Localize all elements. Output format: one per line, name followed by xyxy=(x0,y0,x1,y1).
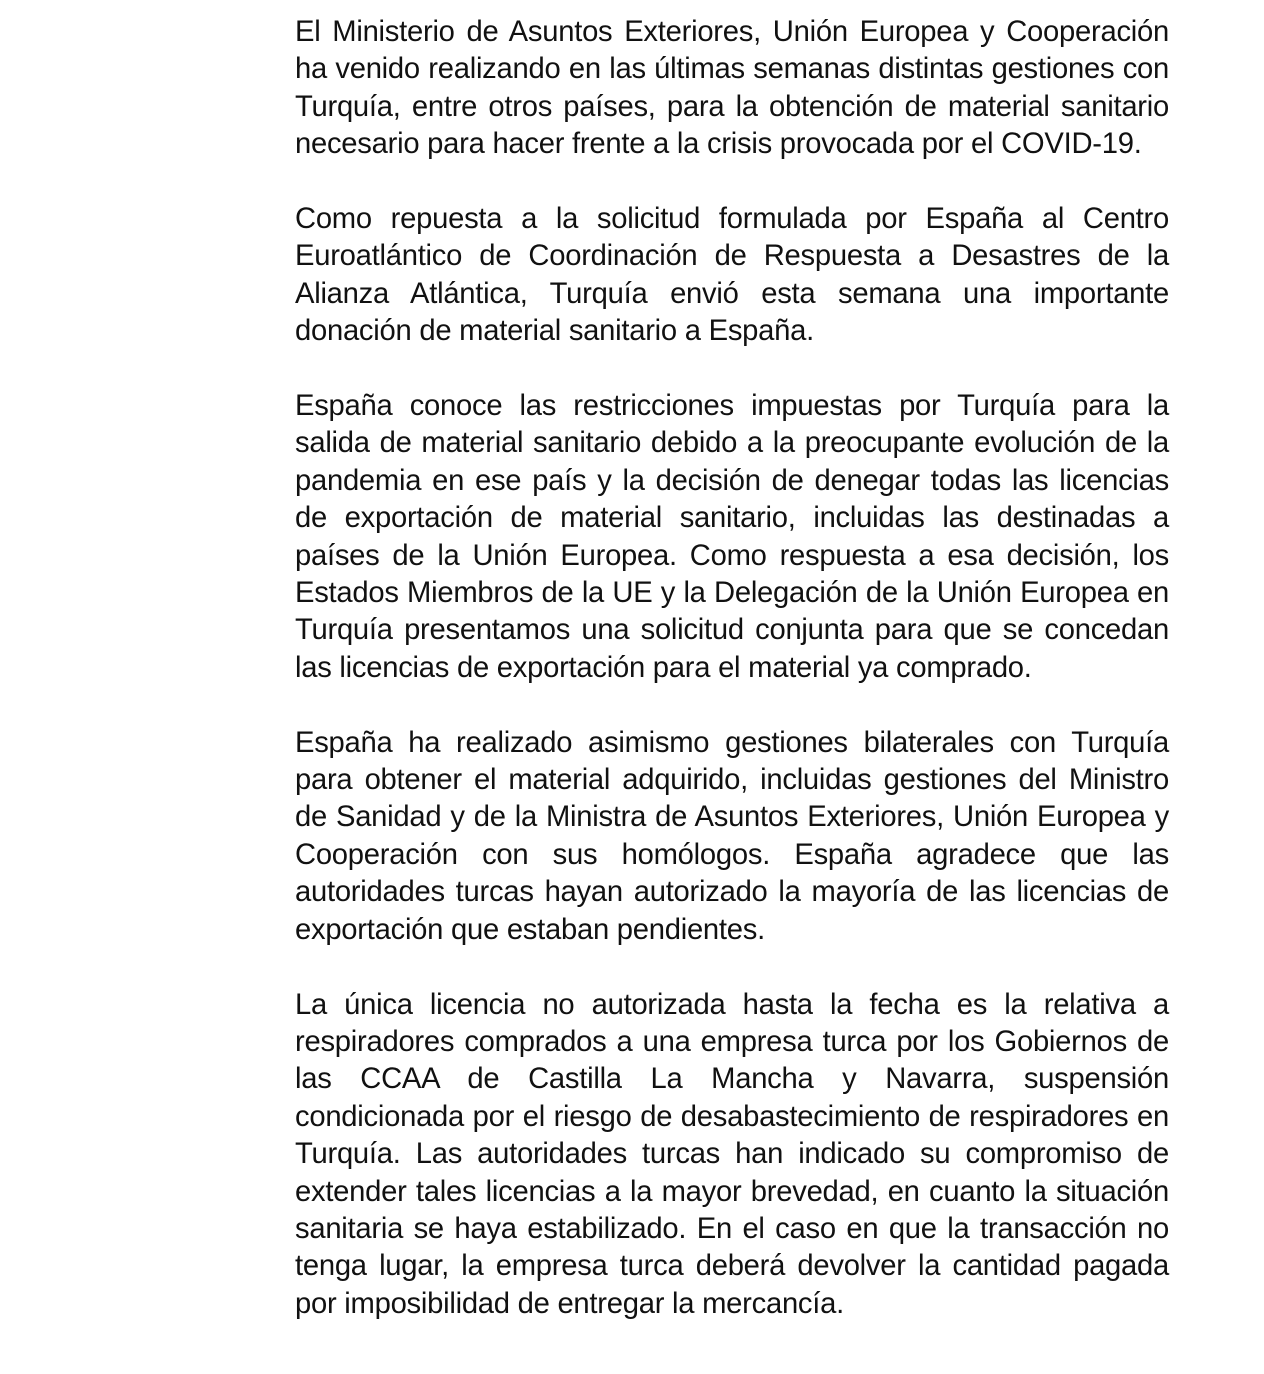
paragraph-restricciones-exportacion: España conoce las restricciones impuestas por Turquía para la salida de material sanitario debido a la preocupante evolución de la pandemia en ese país y la decisión de denegar todas las licencias de exportación de material sanitario, incluidas las destinadas a países de la Unión Europea. Como respuesta a esa decisión, los Estados Miembros de la UE y la Delegación de la Unión Europea en Turquía presentamos una solicitud conjunta para que se concedan las licencias de exportación para el material ya comprado. xyxy=(295,390,1169,684)
paragraph-licencia-respiradores: La única licencia no autorizada hasta la fecha es la relativa a respiradores comprados a una empresa turca por los Gobiernos de las CCAA de Castilla La Mancha y Navarra, suspensión condicionada por el riesgo de desabastecimiento de respiradores en Turquía. Las autoridades turcas han indicado su compromiso de extender tales licencias a la mayor brevedad, en cuanto la situación sanitaria se haya estabilizado. En el caso en que la transacción no tenga lugar, la empresa turca deberá devolver la cantidad pagada por imposibilidad de entregar la mercancía. xyxy=(295,988,1169,1320)
paragraph-donacion-turquia: Como repuesta a la solicitud formulada por España al Centro Euroatlántico de Coordinación de Respuesta a Desastres de la Alianza Atlántica, Turquía envió esta semana una importante donación de material sanitario a España. xyxy=(295,203,1169,348)
paragraph-gestiones-turquia: El Ministerio de Asuntos Exteriores, Unión Europea y Cooperación ha venido realizando en las últimas semanas distintas gestiones con Turquía, entre otros países, para la obtención de material sanitario necesario para hacer frente a la crisis provocada por el COVID-19. xyxy=(295,16,1169,161)
document-body xyxy=(295,14,1169,1323)
paragraph-gestiones-bilaterales: España ha realizado asimismo gestiones bilaterales con Turquía para obtener el material adquirido, incluidas gestiones del Ministro de Sanidad y de la Ministra de Asuntos Exteriores, Unión Europea y Cooperación con sus homólogos. España agradece que las autoridades turcas hayan autorizado la mayoría de las licencias de exportación que estaban pendientes. xyxy=(295,726,1169,946)
